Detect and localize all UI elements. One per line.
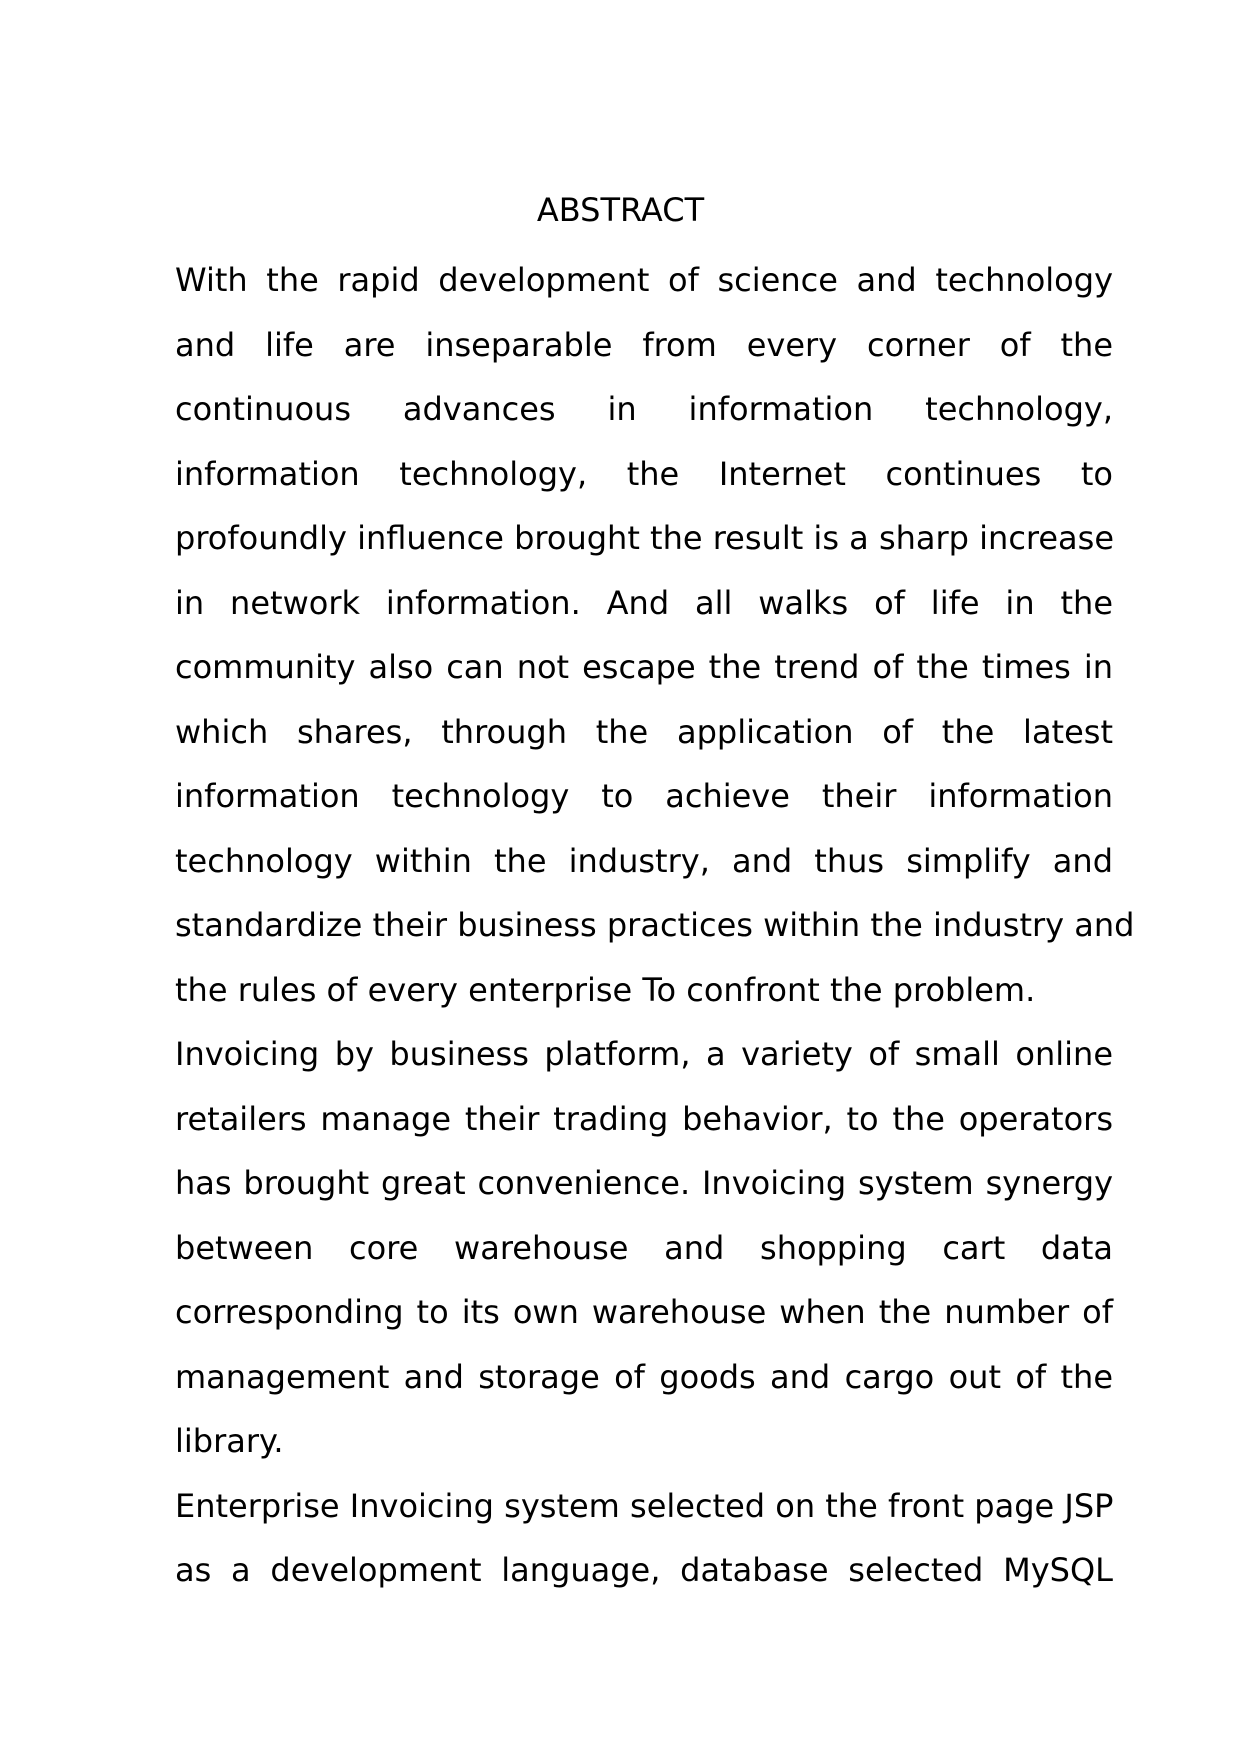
text-line: community also can not escape the trend of the times in — [175, 648, 1113, 686]
text-line: information technology to achieve their information — [175, 777, 1113, 815]
text-line: the rules of every enterprise To confront the problem. — [175, 970, 1036, 1009]
text-line: between core warehouse and shopping cart data — [175, 1228, 1113, 1267]
text-line: information technology, the Internet continues to — [175, 454, 1113, 493]
text-line: in network information. And all walks of life in the — [175, 583, 1113, 622]
text-line: Invoicing by business platform, a variety of small online — [175, 1035, 1113, 1073]
text-line: technology within the industry, and thus simplify and — [175, 841, 1113, 880]
text-line: has brought great convenience. Invoicing system synergy — [175, 1164, 1113, 1202]
text-line: which shares, through the application of the latest — [175, 712, 1113, 751]
paragraph-1 — [175, 248, 1135, 1022]
text-line: as a development language, database selected MySQL — [175, 1551, 1113, 1589]
text-line: Enterprise Invoicing system selected on the front page JSP — [175, 1486, 1114, 1525]
text-line: and life are inseparable from every corner of the — [175, 325, 1113, 364]
text-line: With the rapid development of science and technology — [175, 261, 1113, 299]
text-line: standardize their business practices within the industry and — [175, 906, 1135, 944]
paragraph-3 — [175, 1474, 1113, 1603]
text-line: management and storage of goods and cargo out of the — [175, 1357, 1113, 1396]
text-line: profoundly influence brought the result is a sharp increase — [175, 519, 1115, 557]
text-line: corresponding to its own warehouse when the number of — [175, 1293, 1113, 1331]
text-line: continuous advances in information technology, — [175, 390, 1113, 428]
text-line: retailers manage their trading behavior, to the operators — [175, 1099, 1113, 1138]
text-line: library. — [175, 1422, 284, 1460]
abstract-title: ABSTRACT — [536, 191, 705, 229]
paragraph-2 — [175, 1022, 1113, 1474]
abstract-body — [175, 248, 1135, 1603]
